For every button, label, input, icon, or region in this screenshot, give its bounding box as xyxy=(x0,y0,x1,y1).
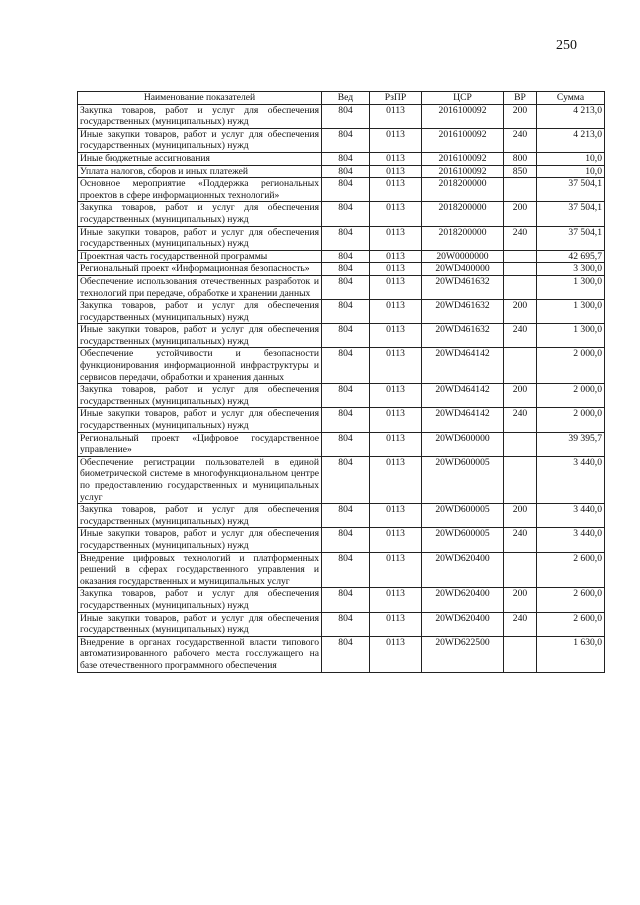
cell-name: Основное мероприятие «Поддержка региональных проектов в сфере информационных технологий» xyxy=(78,178,322,202)
cell-vr: 200 xyxy=(504,104,537,128)
cell-ved: 804 xyxy=(322,324,370,348)
cell-ved: 804 xyxy=(322,408,370,432)
cell-sum: 37 504,1 xyxy=(537,178,605,202)
cell-ved: 804 xyxy=(322,300,370,324)
table-row xyxy=(78,456,605,503)
cell-csr: 20WD461632 xyxy=(422,275,504,299)
table-row xyxy=(78,202,605,226)
cell-csr: 20WD461632 xyxy=(422,300,504,324)
cell-name: Обеспечение использования отечественных разработок и технологий при передаче, обработке и хранении данных xyxy=(78,275,322,299)
cell-name: Иные закупки товаров, работ и услуг для обеспечения государственных (муниципальных) нужд xyxy=(78,128,322,152)
cell-vr xyxy=(504,636,537,672)
cell-vr xyxy=(504,178,537,202)
cell-name: Закупка товаров, работ и услуг для обеспечения государственных (муниципальных) нужд xyxy=(78,504,322,528)
cell-ved: 804 xyxy=(322,504,370,528)
header-vr: ВР xyxy=(504,92,537,105)
cell-sum: 4 213,0 xyxy=(537,128,605,152)
cell-csr: 20WD464142 xyxy=(422,348,504,384)
cell-rzpr: 0113 xyxy=(370,552,422,588)
cell-rzpr: 0113 xyxy=(370,408,422,432)
cell-csr: 20WD464142 xyxy=(422,384,504,408)
cell-ved: 804 xyxy=(322,165,370,178)
cell-vr: 240 xyxy=(504,612,537,636)
cell-rzpr: 0113 xyxy=(370,202,422,226)
cell-sum: 1 300,0 xyxy=(537,300,605,324)
cell-vr xyxy=(504,456,537,503)
table-row xyxy=(78,250,605,263)
cell-sum: 4 213,0 xyxy=(537,104,605,128)
cell-ved: 804 xyxy=(322,348,370,384)
table-row xyxy=(78,408,605,432)
cell-vr: 850 xyxy=(504,165,537,178)
cell-csr: 20WD622500 xyxy=(422,636,504,672)
table-row xyxy=(78,612,605,636)
cell-sum: 3 440,0 xyxy=(537,456,605,503)
cell-vr: 800 xyxy=(504,152,537,165)
cell-ved: 804 xyxy=(322,263,370,276)
cell-vr xyxy=(504,552,537,588)
cell-vr: 240 xyxy=(504,324,537,348)
table-row xyxy=(78,384,605,408)
cell-csr: 20WD400000 xyxy=(422,263,504,276)
cell-name: Обеспечение устойчивости и безопасности функционирования информационной инфраструктуры и сервисов передачи, обработки и хранения данных xyxy=(78,348,322,384)
table-row xyxy=(78,128,605,152)
cell-sum: 1 630,0 xyxy=(537,636,605,672)
table-body xyxy=(78,104,605,672)
cell-csr: 20WD600000 xyxy=(422,432,504,456)
cell-ved: 804 xyxy=(322,250,370,263)
cell-csr: 20WD620400 xyxy=(422,552,504,588)
cell-sum: 3 440,0 xyxy=(537,504,605,528)
budget-table xyxy=(77,91,605,673)
table-row xyxy=(78,152,605,165)
header-ved: Вед xyxy=(322,92,370,105)
cell-rzpr: 0113 xyxy=(370,104,422,128)
header-csr: ЦСР xyxy=(422,92,504,105)
table-row xyxy=(78,275,605,299)
cell-rzpr: 0113 xyxy=(370,165,422,178)
table-row xyxy=(78,588,605,612)
cell-rzpr: 0113 xyxy=(370,300,422,324)
cell-sum: 3 440,0 xyxy=(537,528,605,552)
cell-vr xyxy=(504,275,537,299)
cell-name: Закупка товаров, работ и услуг для обеспечения государственных (муниципальных) нужд xyxy=(78,202,322,226)
cell-name: Закупка товаров, работ и услуг для обеспечения государственных (муниципальных) нужд xyxy=(78,104,322,128)
table-row xyxy=(78,552,605,588)
cell-rzpr: 0113 xyxy=(370,432,422,456)
cell-rzpr: 0113 xyxy=(370,588,422,612)
cell-sum: 37 504,1 xyxy=(537,226,605,250)
table-row xyxy=(78,263,605,276)
cell-ved: 804 xyxy=(322,178,370,202)
cell-csr: 20WD464142 xyxy=(422,408,504,432)
cell-name: Проектная часть государственной программы xyxy=(78,250,322,263)
cell-name: Иные закупки товаров, работ и услуг для обеспечения государственных (муниципальных) нужд xyxy=(78,528,322,552)
cell-name: Иные закупки товаров, работ и услуг для обеспечения государственных (муниципальных) нужд xyxy=(78,612,322,636)
cell-name: Иные закупки товаров, работ и услуг для обеспечения государственных (муниципальных) нужд xyxy=(78,408,322,432)
cell-name: Закупка товаров, работ и услуг для обеспечения государственных (муниципальных) нужд xyxy=(78,300,322,324)
cell-csr: 20WD620400 xyxy=(422,612,504,636)
cell-sum: 2 000,0 xyxy=(537,384,605,408)
cell-sum: 1 300,0 xyxy=(537,275,605,299)
cell-sum: 2 000,0 xyxy=(537,408,605,432)
cell-vr: 240 xyxy=(504,528,537,552)
cell-csr: 20W0000000 xyxy=(422,250,504,263)
cell-rzpr: 0113 xyxy=(370,324,422,348)
header-rzpr: РзПР xyxy=(370,92,422,105)
cell-csr: 2016100092 xyxy=(422,128,504,152)
cell-name: Иные закупки товаров, работ и услуг для обеспечения государственных (муниципальных) нужд xyxy=(78,324,322,348)
cell-vr xyxy=(504,263,537,276)
cell-rzpr: 0113 xyxy=(370,263,422,276)
cell-name: Внедрение в органах государственной власти типового автоматизированного рабочего места госслужащего на базе отечественного программного обеспечения xyxy=(78,636,322,672)
cell-vr: 240 xyxy=(504,408,537,432)
cell-ved: 804 xyxy=(322,104,370,128)
cell-rzpr: 0113 xyxy=(370,152,422,165)
cell-sum: 10,0 xyxy=(537,165,605,178)
cell-rzpr: 0113 xyxy=(370,612,422,636)
cell-csr: 20WD461632 xyxy=(422,324,504,348)
header-name: Наименование показателей xyxy=(78,92,322,105)
table-row xyxy=(78,226,605,250)
cell-vr: 200 xyxy=(504,384,537,408)
table-row xyxy=(78,104,605,128)
cell-rzpr: 0113 xyxy=(370,456,422,503)
cell-ved: 804 xyxy=(322,275,370,299)
cell-ved: 804 xyxy=(322,226,370,250)
cell-name: Закупка товаров, работ и услуг для обеспечения государственных (муниципальных) нужд xyxy=(78,588,322,612)
cell-sum: 37 504,1 xyxy=(537,202,605,226)
cell-ved: 804 xyxy=(322,636,370,672)
cell-ved: 804 xyxy=(322,432,370,456)
table-row xyxy=(78,178,605,202)
cell-csr: 2018200000 xyxy=(422,202,504,226)
cell-name: Закупка товаров, работ и услуг для обеспечения государственных (муниципальных) нужд xyxy=(78,384,322,408)
table-row xyxy=(78,636,605,672)
cell-vr xyxy=(504,348,537,384)
cell-name: Внедрение цифровых технологий и платформенных решений в сферах государственного управления и оказания государственных и муниципальных услуг xyxy=(78,552,322,588)
cell-csr: 2016100092 xyxy=(422,152,504,165)
page-number: 250 xyxy=(556,38,577,53)
header-sum: Сумма xyxy=(537,92,605,105)
cell-csr: 2016100092 xyxy=(422,104,504,128)
cell-name: Уплата налогов, сборов и иных платежей xyxy=(78,165,322,178)
cell-csr: 20WD600005 xyxy=(422,456,504,503)
cell-vr xyxy=(504,432,537,456)
cell-ved: 804 xyxy=(322,456,370,503)
cell-rzpr: 0113 xyxy=(370,348,422,384)
cell-name: Региональный проект «Цифровое государственное управление» xyxy=(78,432,322,456)
cell-csr: 2016100092 xyxy=(422,165,504,178)
cell-ved: 804 xyxy=(322,528,370,552)
cell-vr: 200 xyxy=(504,202,537,226)
cell-ved: 804 xyxy=(322,552,370,588)
cell-sum: 42 695,7 xyxy=(537,250,605,263)
header-row xyxy=(78,92,605,105)
cell-name: Иные закупки товаров, работ и услуг для обеспечения государственных (муниципальных) нужд xyxy=(78,226,322,250)
cell-csr: 20WD620400 xyxy=(422,588,504,612)
cell-rzpr: 0113 xyxy=(370,636,422,672)
table-row xyxy=(78,528,605,552)
cell-ved: 804 xyxy=(322,384,370,408)
table-row xyxy=(78,300,605,324)
table-header xyxy=(78,92,605,105)
cell-rzpr: 0113 xyxy=(370,275,422,299)
cell-sum: 2 000,0 xyxy=(537,348,605,384)
cell-ved: 804 xyxy=(322,612,370,636)
cell-vr: 200 xyxy=(504,300,537,324)
cell-rzpr: 0113 xyxy=(370,226,422,250)
cell-vr: 200 xyxy=(504,504,537,528)
cell-sum: 2 600,0 xyxy=(537,612,605,636)
cell-vr: 240 xyxy=(504,128,537,152)
cell-sum: 10,0 xyxy=(537,152,605,165)
cell-csr: 20WD600005 xyxy=(422,528,504,552)
cell-rzpr: 0113 xyxy=(370,528,422,552)
cell-rzpr: 0113 xyxy=(370,250,422,263)
cell-csr: 20WD600005 xyxy=(422,504,504,528)
cell-sum: 39 395,7 xyxy=(537,432,605,456)
table-row xyxy=(78,504,605,528)
cell-ved: 804 xyxy=(322,588,370,612)
table-row xyxy=(78,165,605,178)
cell-sum: 2 600,0 xyxy=(537,588,605,612)
cell-vr: 240 xyxy=(504,226,537,250)
cell-name: Иные бюджетные ассигнования xyxy=(78,152,322,165)
cell-vr xyxy=(504,250,537,263)
cell-rzpr: 0113 xyxy=(370,504,422,528)
cell-csr: 2018200000 xyxy=(422,178,504,202)
table-row xyxy=(78,432,605,456)
cell-csr: 2018200000 xyxy=(422,226,504,250)
cell-ved: 804 xyxy=(322,152,370,165)
cell-ved: 804 xyxy=(322,128,370,152)
cell-sum: 2 600,0 xyxy=(537,552,605,588)
cell-name: Региональный проект «Информационная безопасность» xyxy=(78,263,322,276)
table-row xyxy=(78,324,605,348)
cell-rzpr: 0113 xyxy=(370,178,422,202)
cell-sum: 3 300,0 xyxy=(537,263,605,276)
cell-rzpr: 0113 xyxy=(370,384,422,408)
cell-name: Обеспечение регистрации пользователей в единой биометрической системе в многофункциональном центре по предоставлению государственных и муниципальных услуг xyxy=(78,456,322,503)
cell-vr: 200 xyxy=(504,588,537,612)
cell-sum: 1 300,0 xyxy=(537,324,605,348)
cell-rzpr: 0113 xyxy=(370,128,422,152)
cell-ved: 804 xyxy=(322,202,370,226)
table-row xyxy=(78,348,605,384)
